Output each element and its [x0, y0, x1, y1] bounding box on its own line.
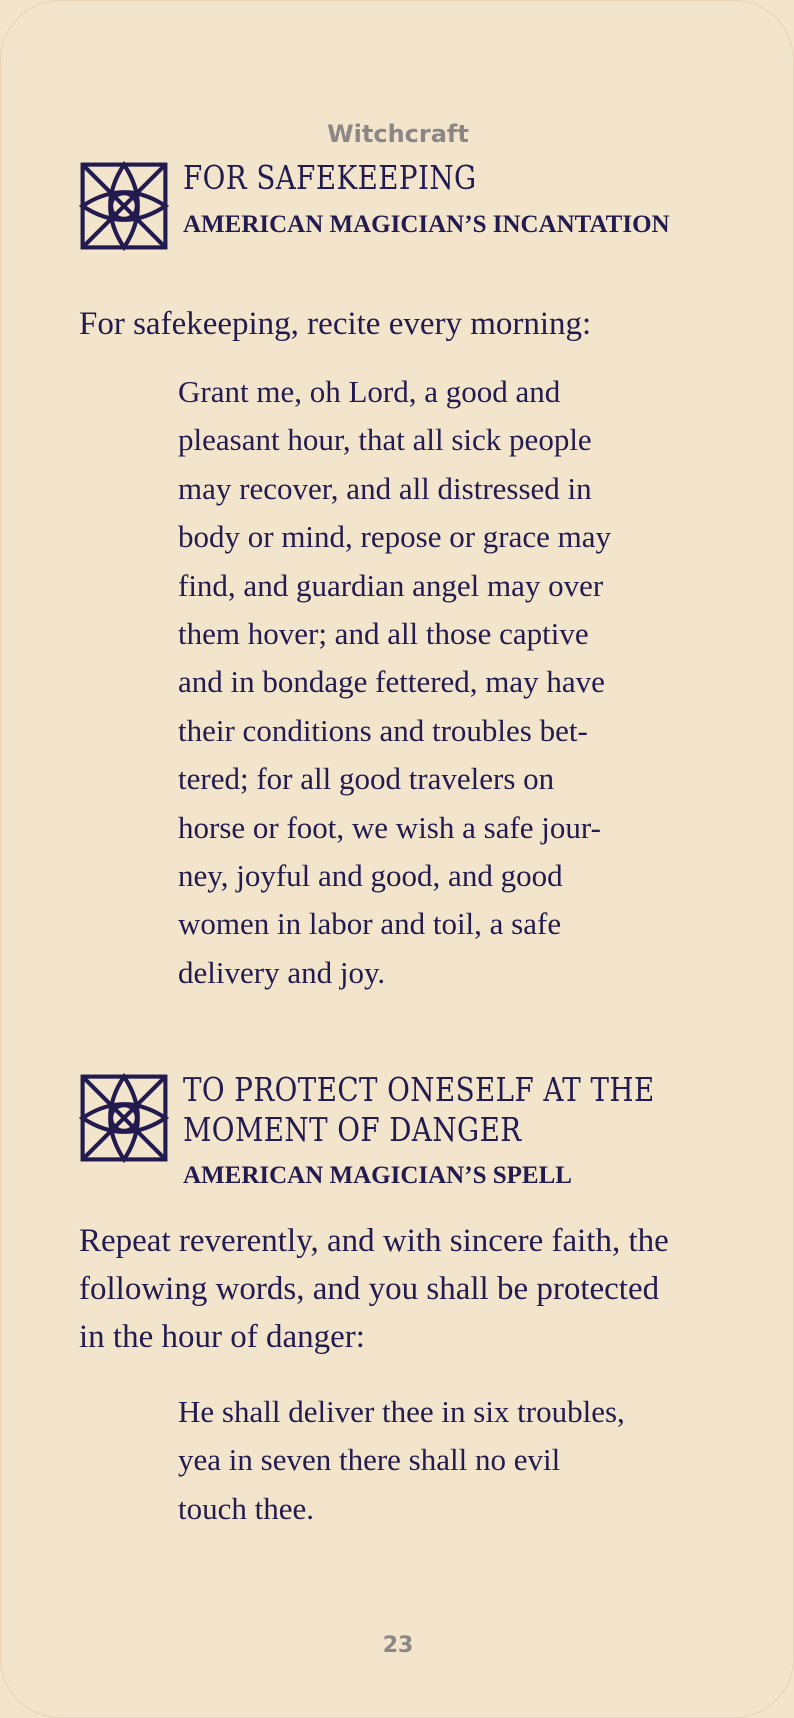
quote-line: ney, joyful and good, and good	[178, 858, 563, 894]
quote-line: tered; for all good travelers on	[178, 761, 555, 797]
book-title: Witchcraft	[327, 120, 469, 148]
quote-line: find, and guardian angel may over	[178, 567, 604, 603]
quote-line: Grant me, oh Lord, a good and	[178, 374, 561, 409]
quote-line: horse or foot, we wish a safe jour-	[178, 809, 601, 845]
quote-line: and in bondage fettered, may have	[178, 664, 605, 700]
quote-line: body or mind, repose or grace may	[178, 519, 612, 555]
section-2-intro-line: following words, and you shall be protected	[79, 1271, 660, 1307]
section-2-title	[183, 1070, 655, 1150]
section-2-quote	[178, 1388, 658, 1533]
section-1-intro	[79, 300, 719, 348]
section-2-title-line: MOMENT OF DANGER	[183, 1110, 522, 1149]
quote-line: yea in seven there shall no evil	[178, 1442, 561, 1478]
section-2-intro-line: in the hour of danger:	[79, 1319, 365, 1355]
section-2-title-line: TO PROTECT ONESELF AT THE	[183, 1070, 655, 1109]
quote-line: touch thee.	[178, 1490, 315, 1526]
quote-line: He shall deliver thee in six troubles,	[178, 1394, 625, 1429]
quote-line: them hover; and all those captive	[178, 616, 589, 652]
quote-line: pleasant hour, that all sick people	[178, 422, 592, 458]
quote-line: their conditions and troubles bet-	[178, 712, 588, 748]
section-2-intro	[79, 1217, 719, 1361]
section-1-subtitle: AMERICAN MAGICIAN’S INCANTATION	[183, 211, 670, 238]
celtic-knot-icon	[78, 160, 170, 252]
quote-line: women in labor and toil, a safe	[178, 906, 562, 942]
quote-line: may recover, and all distressed in	[178, 470, 592, 506]
section-1-title	[183, 158, 477, 198]
celtic-knot-icon	[78, 1072, 170, 1164]
page-number: 23	[382, 1633, 414, 1658]
section-1-intro-line: For safekeeping, recite every morning:	[79, 306, 592, 342]
quote-line: delivery and joy.	[178, 954, 386, 990]
section-1-quote	[178, 368, 658, 997]
section-2-subtitle: AMERICAN MAGICIAN’S SPELL	[183, 1162, 572, 1189]
section-2-intro-line: Repeat reverently, and with sincere faith, the	[79, 1223, 669, 1259]
section-1-title-line: FOR SAFEKEEPING	[183, 158, 477, 197]
